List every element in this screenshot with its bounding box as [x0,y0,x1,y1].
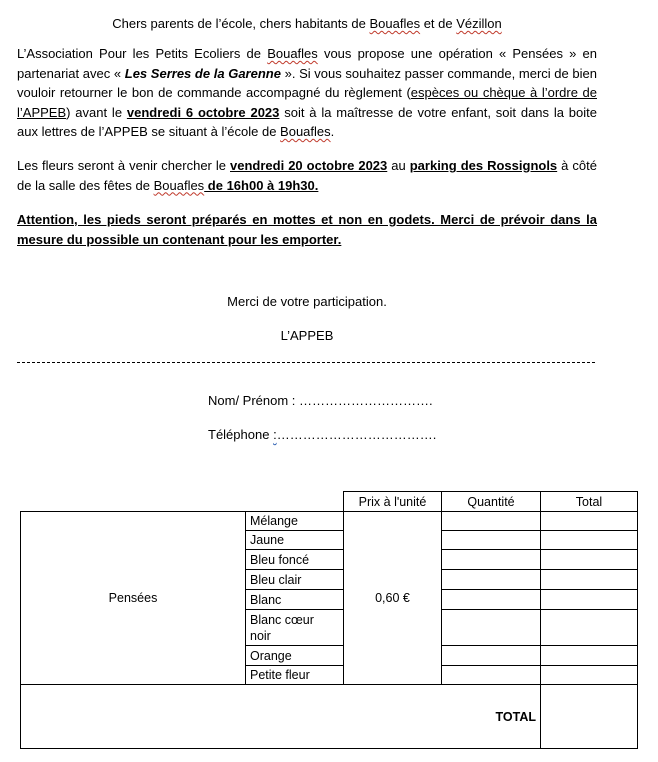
signature: L’APPEB [280,328,334,343]
variety-cell: Blanc cœur noir [245,609,344,646]
header-total: Total [540,491,638,512]
phone-label: Téléphone [208,427,274,442]
quantity-input[interactable] [441,589,541,610]
quantity-input[interactable] [441,569,541,590]
variety-cell: Petite fleur [245,665,344,685]
thanks-line: Merci de votre participation. [227,294,387,309]
line-total-input[interactable] [540,609,638,646]
price-cell: 0,60 € [343,511,442,685]
variety-cell: Jaune [245,530,344,550]
product-cell: Pensées [20,511,246,685]
quantity-input[interactable] [441,530,541,550]
line-total-input[interactable] [540,589,638,610]
greeting-line: Chers parents de l’école, chers habitants de Bouafles et de Vézillon [112,16,502,31]
total-label-cell: TOTAL [20,684,541,749]
line-total-input[interactable] [540,511,638,531]
line-total-input[interactable] [540,645,638,666]
quantity-input[interactable] [441,665,541,685]
header-price: Prix à l'unité [343,491,442,512]
line-total-input[interactable] [540,549,638,570]
variety-cell: Mélange [245,511,344,531]
quantity-input[interactable] [441,511,541,531]
variety-cell: Bleu foncé [245,549,344,570]
line-total-input[interactable] [540,665,638,685]
name-dots[interactable]: …………………………. [299,393,433,408]
pickup-paragraph: Les fleurs seront à venir chercher le vendredi 20 octobre 2023 au parking des Rossignols à côté de la salle des fêtes de Bouafles de 16h00 à 19h30. [17,158,597,193]
warning-paragraph: Attention, les pieds seront préparés en mottes et non en godets. Merci de prévoir dans la mesure du possible un contenant pour les emporter. [17,212,597,247]
quantity-input[interactable] [441,549,541,570]
variety-cell: Orange [245,645,344,666]
grand-total-input[interactable] [540,684,638,749]
intro-paragraph: L’Association Pour les Petits Ecoliers de Bouafles vous propose une opération « Pensées » en partenariat avec « Les Serres de la Garenne ». Si vous souhaitez passer commande, merci de bien vouloir retourner le bon de commande accompagné du règlement (espèces ou chèque à l’ordre de l’APPEB) avant le vendredi 6 octobre 2023 soit à la maîtresse de votre enfant, soit dans la boite aux lettres de l’APPEB se situant à l’école de Bouafles. [17,46,598,139]
header-quantity: Quantité [441,491,541,512]
variety-cell: Blanc [245,589,344,610]
variety-cell: Bleu clair [245,569,344,590]
phone-field[interactable]: Téléphone :………………………………. [208,427,437,442]
quantity-input[interactable] [441,645,541,666]
quantity-input[interactable] [441,609,541,646]
line-total-input[interactable] [540,530,638,550]
name-label: Nom/ Prénom : [208,393,300,408]
line-total-input[interactable] [540,569,638,590]
phone-dots[interactable]: ………………………………. [276,427,437,442]
